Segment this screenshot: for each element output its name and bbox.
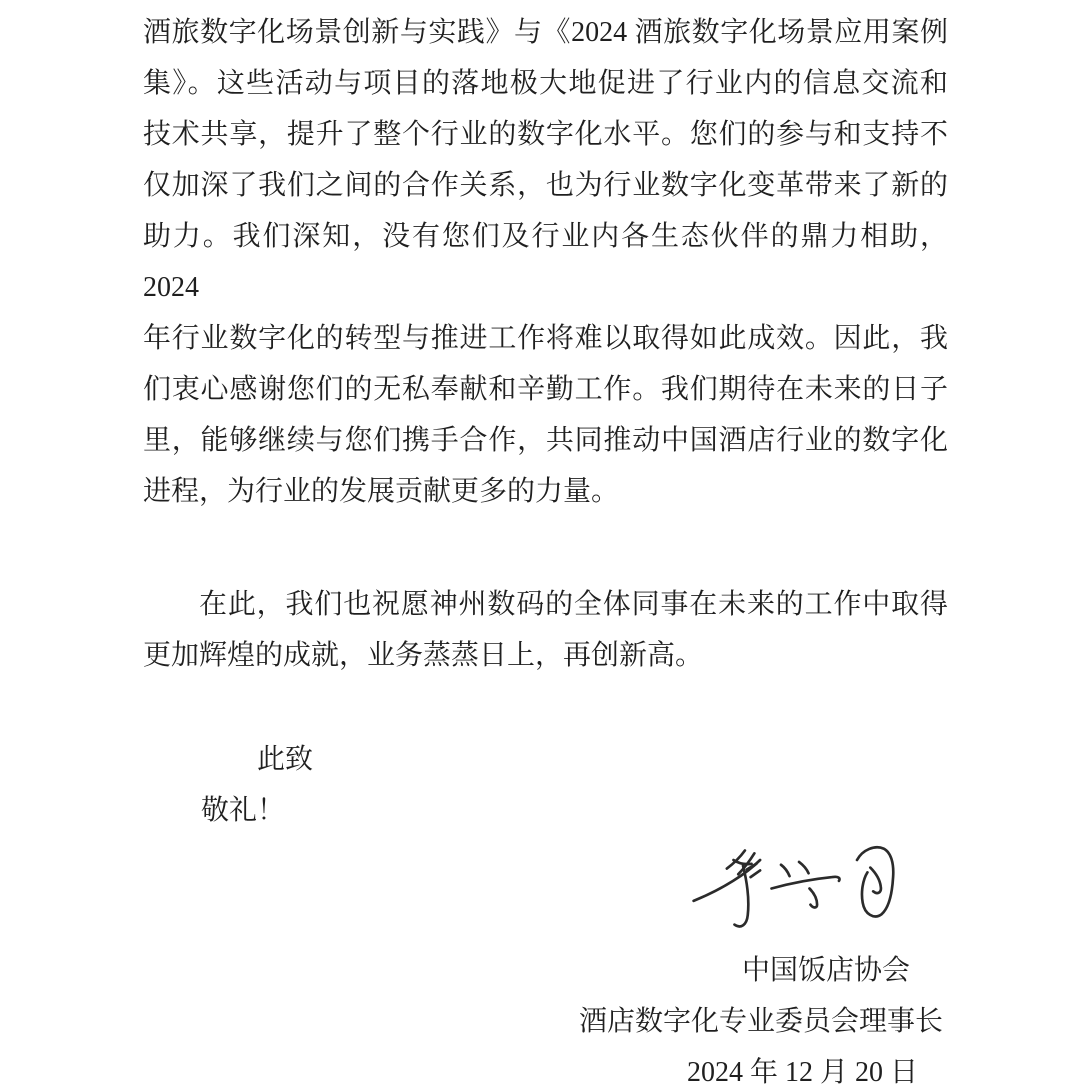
handwritten-signature-icon xyxy=(680,841,920,936)
body-line: 仅加深了我们之间的合作关系，也为行业数字化变革带来了新的 xyxy=(143,170,948,201)
letter-body xyxy=(143,0,948,1086)
salutation-jingli: 敬礼！ xyxy=(201,795,286,826)
body-line: 们衷心感谢您们的无私奉献和辛勤工作。我们期待在未来的日子 xyxy=(143,374,948,405)
closing-block xyxy=(143,945,948,1086)
letter-date: 2024 年 12 月 20 日 xyxy=(686,1057,918,1086)
body-line: 进程，为行业的发展贡献更多的力量。 xyxy=(143,476,620,507)
body-line: 集》。这些活动与项目的落地极大地促进了行业内的信息交流和 xyxy=(143,68,948,99)
body-line: 更加辉煌的成就，业务蒸蒸日上，再创新高。 xyxy=(143,640,704,671)
paragraph-1 xyxy=(143,7,948,517)
body-line: 助力。我们深知，没有您们及行业内各生态伙伴的鼎力相助，2024 xyxy=(143,221,948,303)
body-line: 年行业数字化的转型与推进工作将难以取得如此成效。因此，我 xyxy=(143,323,948,354)
signer-org: 中国饭店协会 xyxy=(741,955,910,986)
body-line: 里，能够继续与您们携手合作，共同推动中国酒店行业的数字化 xyxy=(143,425,948,456)
salutation-cizhi: 此致 xyxy=(257,744,314,775)
body-line: 在此，我们也祝愿神州数码的全体同事在未来的工作中取得 xyxy=(199,589,948,620)
paragraph-2 xyxy=(143,579,948,681)
body-line: 酒旅数字化场景创新与实践》与《2024 酒旅数字化场景应用案例 xyxy=(143,17,948,48)
handwritten-signature xyxy=(680,841,920,936)
body-line: 技术共享，提升了整个行业的数字化水平。您们的参与和支持不 xyxy=(143,119,948,150)
signer-title: 酒店数字化专业委员会理事长 xyxy=(578,1006,943,1037)
